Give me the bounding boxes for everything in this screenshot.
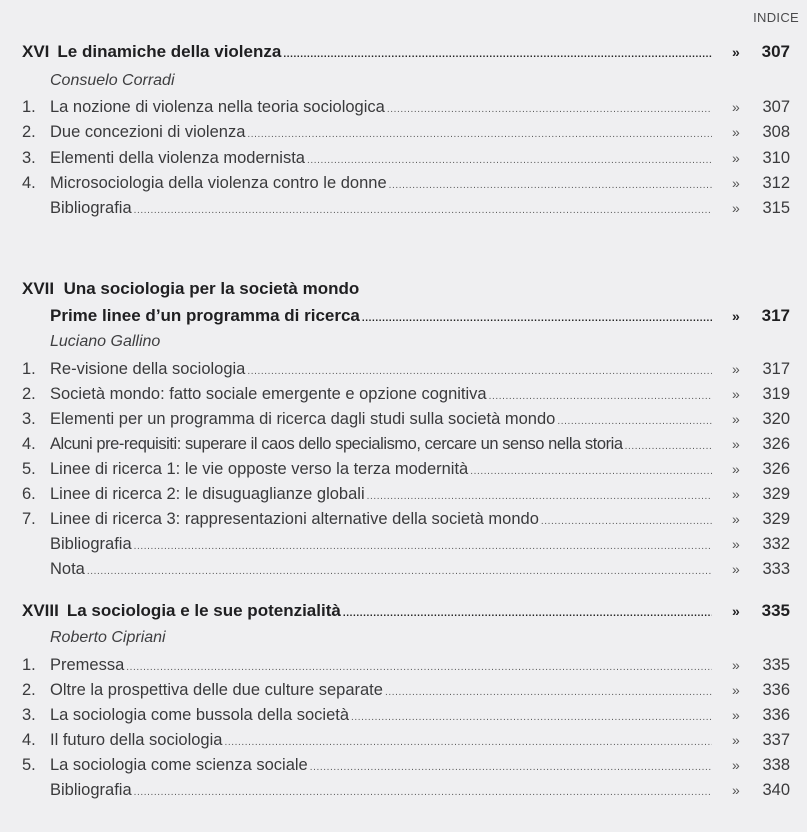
page-ref: [714, 753, 790, 777]
leader-dots: [389, 174, 712, 198]
page-marker: »: [732, 561, 740, 577]
page-ref: [714, 678, 790, 702]
leader-dots: [541, 510, 712, 534]
page-marker: »: [732, 707, 740, 723]
section-title: Bibliografia: [50, 781, 132, 799]
page-marker: »: [732, 150, 740, 166]
page-ref: [714, 146, 790, 170]
page-marker: »: [732, 200, 740, 216]
section-number: 5.: [22, 756, 36, 774]
page-marker: »: [732, 175, 740, 191]
chapter-title: La sociologia e le sue potenzialità: [66, 601, 341, 620]
page-number: 317: [761, 306, 790, 325]
chapter-heading-xvi[interactable]: [22, 40, 790, 64]
page-number: 315: [762, 199, 790, 217]
page-ref: [714, 728, 790, 752]
page-ref: [714, 532, 790, 556]
leader-dots: [247, 360, 712, 384]
chapter-author: Roberto Cipriani: [50, 629, 166, 646]
section-title: Il futuro della sociologia: [50, 731, 223, 749]
section-title: La sociologia come bussola della società: [50, 706, 350, 724]
leader-dots: [224, 731, 712, 755]
toc-entry[interactable]: [22, 146, 790, 170]
section-title: Società mondo: fatto sociale emergente e opzione cognitiva: [50, 385, 487, 403]
leader-dots: [387, 98, 712, 122]
page-marker: »: [732, 511, 740, 527]
section-number: 2.: [22, 123, 36, 141]
section-title: Premessa: [50, 656, 125, 674]
page-number: 338: [762, 756, 790, 774]
page-marker: »: [732, 436, 740, 452]
leader-dots: [134, 535, 712, 559]
page-number: 336: [762, 681, 790, 699]
toc-entry[interactable]: [22, 407, 790, 431]
page-ref: [714, 778, 790, 802]
toc-entry[interactable]: [22, 728, 790, 752]
toc-entry[interactable]: [22, 457, 790, 481]
page-number: 337: [762, 731, 790, 749]
page-number: 326: [762, 460, 790, 478]
section-title: Oltre la prospettiva delle due culture separate: [50, 681, 383, 699]
page-marker: »: [732, 603, 740, 619]
toc-entry[interactable]: [22, 357, 790, 381]
toc-entry[interactable]: [22, 703, 790, 727]
page-ref: [714, 357, 790, 381]
toc-entry[interactable]: [22, 196, 790, 220]
leader-dots: [470, 460, 712, 484]
page-number: 333: [762, 560, 790, 578]
chapter-author: Consuelo Corradi: [50, 72, 175, 89]
leader-dots: [310, 756, 712, 780]
toc-entry[interactable]: [22, 482, 790, 506]
leader-dots: [367, 485, 712, 509]
section-title: Bibliografia: [50, 199, 132, 217]
page-marker: »: [732, 657, 740, 673]
section-title: Elementi per un programma di ricerca dagli studi sulla società mondo: [50, 410, 556, 428]
section-title: La nozione di violenza nella teoria sociologica: [50, 98, 385, 116]
section-title: Linee di ricerca 1: le vie opposte verso la terza modernità: [50, 460, 469, 478]
section-number: 1.: [22, 656, 36, 674]
page-number: 326: [762, 435, 790, 453]
page-ref: [714, 171, 790, 195]
page-ref: [714, 196, 790, 220]
chapter-numeral: XVI: [22, 42, 50, 61]
section-number: 3.: [22, 149, 36, 167]
section-title: Linee di ricerca 2: le disuguaglianze globali: [50, 485, 365, 503]
page-ref: [714, 507, 790, 531]
section-number: 1.: [22, 98, 36, 116]
page-marker: »: [732, 757, 740, 773]
chapter-title: Le dinamiche della violenza: [57, 42, 282, 61]
section-title: Bibliografia: [50, 535, 132, 553]
section-title: Microsociologia della violenza contro le donne: [50, 174, 387, 192]
leader-dots: [557, 410, 712, 434]
leader-dots: [126, 656, 712, 680]
page-number: 335: [761, 601, 790, 620]
chapter-heading-xviii[interactable]: [22, 599, 790, 623]
page-marker: »: [732, 732, 740, 748]
leader-dots: [351, 706, 712, 730]
page-marker: »: [732, 124, 740, 140]
section-number: 4.: [22, 174, 36, 192]
page-number: 320: [762, 410, 790, 428]
page-marker: »: [732, 411, 740, 427]
toc-entry[interactable]: [22, 653, 790, 677]
section-title: Due concezioni di violenza: [50, 123, 246, 141]
leader-dots: [343, 602, 712, 626]
page-number: 335: [762, 656, 790, 674]
page-ref: [714, 304, 790, 328]
chapter-heading-xvii[interactable]: [22, 277, 359, 301]
leader-dots: [385, 681, 712, 705]
page-number: 329: [762, 485, 790, 503]
page-number: 340: [762, 781, 790, 799]
section-number: 7.: [22, 510, 36, 528]
section-number: 4.: [22, 435, 36, 453]
leader-dots: [307, 149, 712, 173]
page-ref: [714, 407, 790, 431]
page-number: 307: [762, 98, 790, 116]
section-title: Re-visione della sociologia: [50, 360, 246, 378]
section-number: 2.: [22, 681, 36, 699]
toc-entry[interactable]: [22, 778, 790, 802]
page-number: 329: [762, 510, 790, 528]
page-number: 317: [762, 360, 790, 378]
page-number: 319: [762, 385, 790, 403]
page-ref: [714, 482, 790, 506]
page-ref: [714, 653, 790, 677]
page-ref: [714, 457, 790, 481]
toc-entry[interactable]: [22, 382, 790, 406]
page-marker: »: [732, 782, 740, 798]
leader-dots: [362, 307, 712, 331]
chapter-title-line1: Una sociologia per la società mondo: [63, 279, 360, 298]
page-marker: »: [732, 486, 740, 502]
leader-dots: [87, 560, 712, 584]
toc-entry[interactable]: [22, 753, 790, 777]
toc-entry[interactable]: [22, 171, 790, 195]
section-number: 5.: [22, 460, 36, 478]
page-marker: »: [732, 308, 740, 324]
toc-entry[interactable]: [22, 532, 790, 556]
section-title: La sociologia come scienza sociale: [50, 756, 308, 774]
page-marker: »: [732, 386, 740, 402]
page-marker: »: [732, 682, 740, 698]
chapter-numeral: XVII: [22, 279, 55, 298]
page-number: 312: [762, 174, 790, 192]
page-marker: »: [732, 461, 740, 477]
page-marker: »: [732, 99, 740, 115]
toc-entry[interactable]: [22, 557, 790, 581]
page-number: 336: [762, 706, 790, 724]
page-ref: [714, 382, 790, 406]
chapter-title: Prime linee d’un programma di ricerca: [50, 306, 360, 325]
leader-dots: [134, 199, 712, 223]
page-number: 308: [762, 123, 790, 141]
toc-entry[interactable]: [22, 678, 790, 702]
page-marker: »: [732, 44, 740, 60]
page-number: 310: [762, 149, 790, 167]
chapter-author: Luciano Gallino: [50, 333, 161, 350]
leader-dots: [283, 43, 712, 67]
section-number: 2.: [22, 385, 36, 403]
running-head: INDICE: [753, 10, 799, 25]
toc-entry[interactable]: [22, 95, 790, 119]
section-number: 3.: [22, 410, 36, 428]
page-ref: [714, 40, 790, 64]
page-ref: [714, 432, 790, 456]
page-marker: »: [732, 361, 740, 377]
leader-dots: [489, 385, 712, 409]
section-title: Linee di ricerca 3: rappresentazioni alternative della società mondo: [50, 510, 539, 528]
section-title: Nota: [50, 560, 85, 578]
leader-dots: [625, 435, 712, 459]
section-title: Alcuni pre-requisiti: superare il caos dello specialismo, cercare un senso nella storia: [50, 435, 623, 453]
section-title: Elementi della violenza modernista: [50, 149, 305, 167]
page-ref: [714, 703, 790, 727]
section-number: 3.: [22, 706, 36, 724]
page-number: 307: [761, 42, 790, 61]
toc-entry[interactable]: [22, 432, 790, 456]
chapter-numeral: XVIII: [22, 601, 59, 620]
page-ref: [714, 599, 790, 623]
section-number: 1.: [22, 360, 36, 378]
page-number: 332: [762, 535, 790, 553]
page-ref: [714, 95, 790, 119]
page-marker: »: [732, 536, 740, 552]
section-number: 4.: [22, 731, 36, 749]
leader-dots: [134, 781, 712, 805]
page-ref: [714, 120, 790, 144]
page-ref: [714, 557, 790, 581]
section-number: 6.: [22, 485, 36, 503]
leader-dots: [247, 123, 712, 147]
toc-entry[interactable]: [22, 120, 790, 144]
chapter-subtitle-xvii[interactable]: [22, 304, 790, 328]
toc-entry[interactable]: [22, 507, 790, 531]
